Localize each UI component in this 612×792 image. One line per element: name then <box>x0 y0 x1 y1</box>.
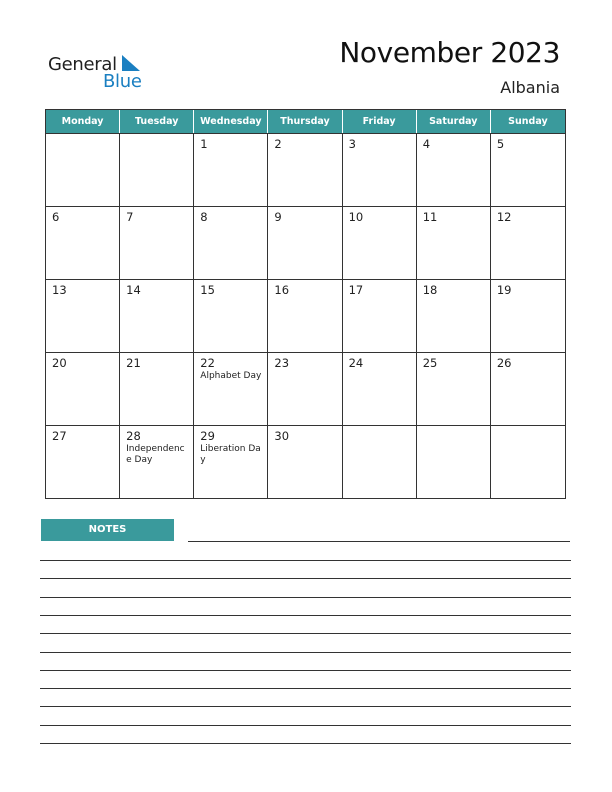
calendar-cell <box>194 425 268 498</box>
logo <box>48 52 158 92</box>
day-number: 21 <box>126 356 141 370</box>
calendar-cell <box>343 425 417 498</box>
notes-label: NOTES <box>41 519 174 541</box>
day-number: 13 <box>52 283 67 297</box>
day-number: 26 <box>496 356 512 370</box>
holiday-label: Liberation Day <box>200 444 261 465</box>
day-number: 15 <box>200 283 215 297</box>
weekday-friday: Friday <box>343 110 417 133</box>
notes-line <box>40 560 571 561</box>
day-number: 17 <box>348 283 364 297</box>
calendar-cell <box>343 206 417 279</box>
calendar-cell <box>268 279 342 352</box>
weekday-thursday: Thursday <box>268 110 342 133</box>
notes-line <box>40 597 571 598</box>
notes-line <box>40 615 571 616</box>
weekday-header <box>46 110 565 133</box>
calendar-body <box>46 133 565 498</box>
day-number: 27 <box>52 429 67 443</box>
country-name: Albania <box>500 78 560 97</box>
day-number: 5 <box>496 137 505 151</box>
calendar-cell <box>417 133 491 206</box>
calendar-cell <box>268 425 342 498</box>
calendar-cell <box>491 352 565 425</box>
day-number: 8 <box>200 210 208 224</box>
day-number: 11 <box>422 210 438 224</box>
notes-line <box>40 670 571 671</box>
day-number: 29 <box>200 429 215 443</box>
calendar-cell <box>491 206 565 279</box>
page-title: November 2023 <box>339 36 560 69</box>
calendar-cell <box>268 206 342 279</box>
notes-line <box>40 633 571 634</box>
day-number: 19 <box>496 283 512 297</box>
calendar-cell <box>417 352 491 425</box>
day-number: 25 <box>422 356 438 370</box>
day-number: 23 <box>274 356 290 370</box>
calendar-cell <box>491 133 565 206</box>
notes-line <box>40 743 571 744</box>
day-number: 16 <box>274 283 290 297</box>
notes-line <box>40 652 571 653</box>
day-number: 4 <box>422 137 431 151</box>
calendar-cell <box>268 133 342 206</box>
calendar-cell <box>120 352 194 425</box>
calendar-cell <box>120 133 194 206</box>
calendar-cell <box>417 206 491 279</box>
calendar-cell <box>120 425 194 498</box>
calendar-cell <box>268 352 342 425</box>
calendar-cell <box>46 425 120 498</box>
calendar-cell <box>46 133 120 206</box>
day-number: 10 <box>348 210 364 224</box>
calendar-cell <box>194 352 268 425</box>
day-number: 14 <box>126 283 141 297</box>
day-number: 28 <box>126 429 141 443</box>
day-number: 18 <box>422 283 438 297</box>
notes-line <box>40 725 571 726</box>
calendar-cell <box>46 279 120 352</box>
calendar-cell <box>194 133 268 206</box>
holiday-label: Alphabet Day <box>200 371 262 381</box>
day-number: 22 <box>200 356 215 370</box>
calendar-grid <box>45 109 566 499</box>
calendar-cell <box>46 206 120 279</box>
weekday-saturday: Saturday <box>417 110 491 133</box>
day-number: 3 <box>348 137 356 151</box>
calendar-cell <box>491 425 565 498</box>
calendar-cell <box>343 352 417 425</box>
calendar-cell <box>343 133 417 206</box>
calendar-cell <box>46 352 120 425</box>
notes-line <box>40 706 571 707</box>
weekday-sunday: Sunday <box>508 116 548 127</box>
weekday-monday: Monday <box>46 110 120 133</box>
calendar-cell <box>343 279 417 352</box>
day-number: 30 <box>274 429 290 443</box>
calendar-cell <box>417 425 491 498</box>
calendar-cell <box>194 206 268 279</box>
logo-text-blue: Blue <box>103 71 142 92</box>
calendar-cell <box>194 279 268 352</box>
day-number: 20 <box>52 356 67 370</box>
day-number: 6 <box>52 210 60 224</box>
holiday-label: Independence Day <box>126 444 185 465</box>
day-number: 1 <box>200 137 208 151</box>
notes-line <box>40 688 571 689</box>
weekday-wednesday: Wednesday <box>194 110 268 133</box>
day-number: 24 <box>348 356 364 370</box>
day-number: 12 <box>496 210 512 224</box>
weekday-tuesday: Tuesday <box>120 110 194 133</box>
calendar-cell <box>120 279 194 352</box>
calendar-cell <box>491 279 565 352</box>
day-number: 9 <box>274 210 282 224</box>
logo-text-general: General <box>48 54 117 75</box>
notes-line <box>188 541 570 542</box>
calendar-cell <box>417 279 491 352</box>
day-number: 7 <box>126 210 134 224</box>
calendar-cell <box>120 206 194 279</box>
day-number: 2 <box>274 137 282 151</box>
notes-line <box>40 578 571 579</box>
